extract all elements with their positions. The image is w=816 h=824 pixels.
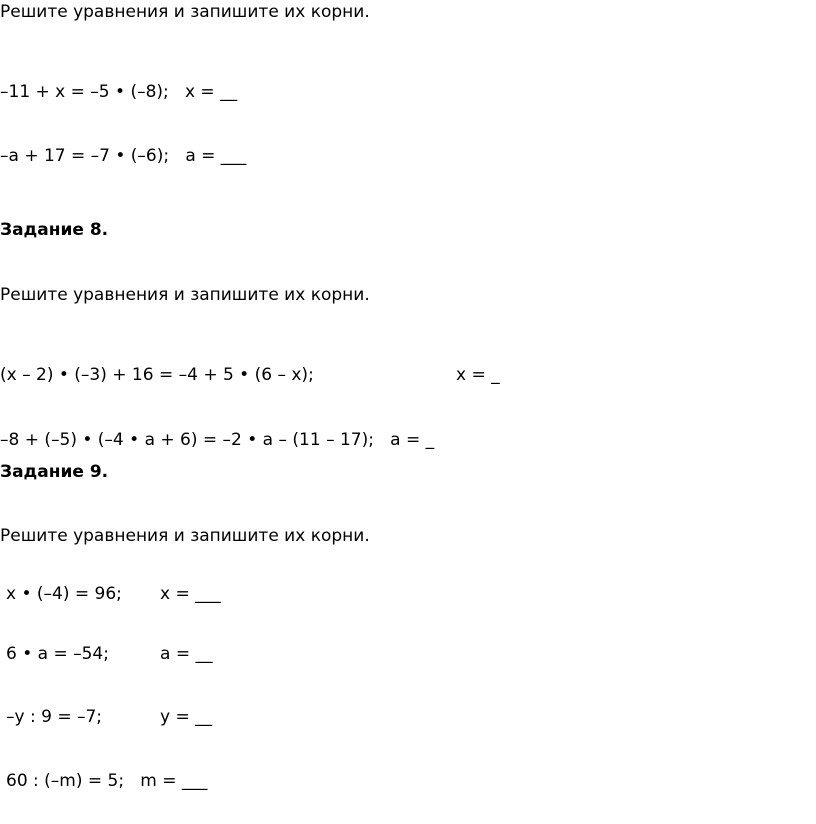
- equation-line: –a + 17 = –7 • (–6); a = ___: [0, 146, 247, 166]
- instruction-text: Решите уравнения и запишите их корни.: [0, 285, 370, 305]
- equation-line: 6 • a = –54;: [6, 644, 109, 664]
- instruction-text: Решите уравнения и запишите их корни.: [0, 2, 370, 22]
- task-heading: Задание 8.: [0, 220, 109, 240]
- answer-blank: x = ___: [160, 584, 221, 604]
- equation-line: –y : 9 = –7;: [6, 707, 103, 727]
- equation-line: –8 + (–5) • (–4 • a + 6) = –2 • a – (11 – 17); a = _: [0, 430, 435, 450]
- answer-blank: x = _: [456, 365, 500, 385]
- answer-blank: y = __: [160, 707, 213, 727]
- equation-line: (x – 2) • (–3) + 16 = –4 + 5 • (6 – x);: [0, 365, 314, 385]
- equation-line: 60 : (–m) = 5; m = ___: [6, 771, 208, 791]
- instruction-text: Решите уравнения и запишите их корни.: [0, 526, 370, 546]
- task-heading: Задание 9.: [0, 462, 109, 482]
- equation-line: –11 + x = –5 • (–8); x = __: [0, 82, 238, 102]
- answer-blank: a = __: [160, 644, 213, 664]
- equation-line: x • (–4) = 96;: [6, 584, 122, 604]
